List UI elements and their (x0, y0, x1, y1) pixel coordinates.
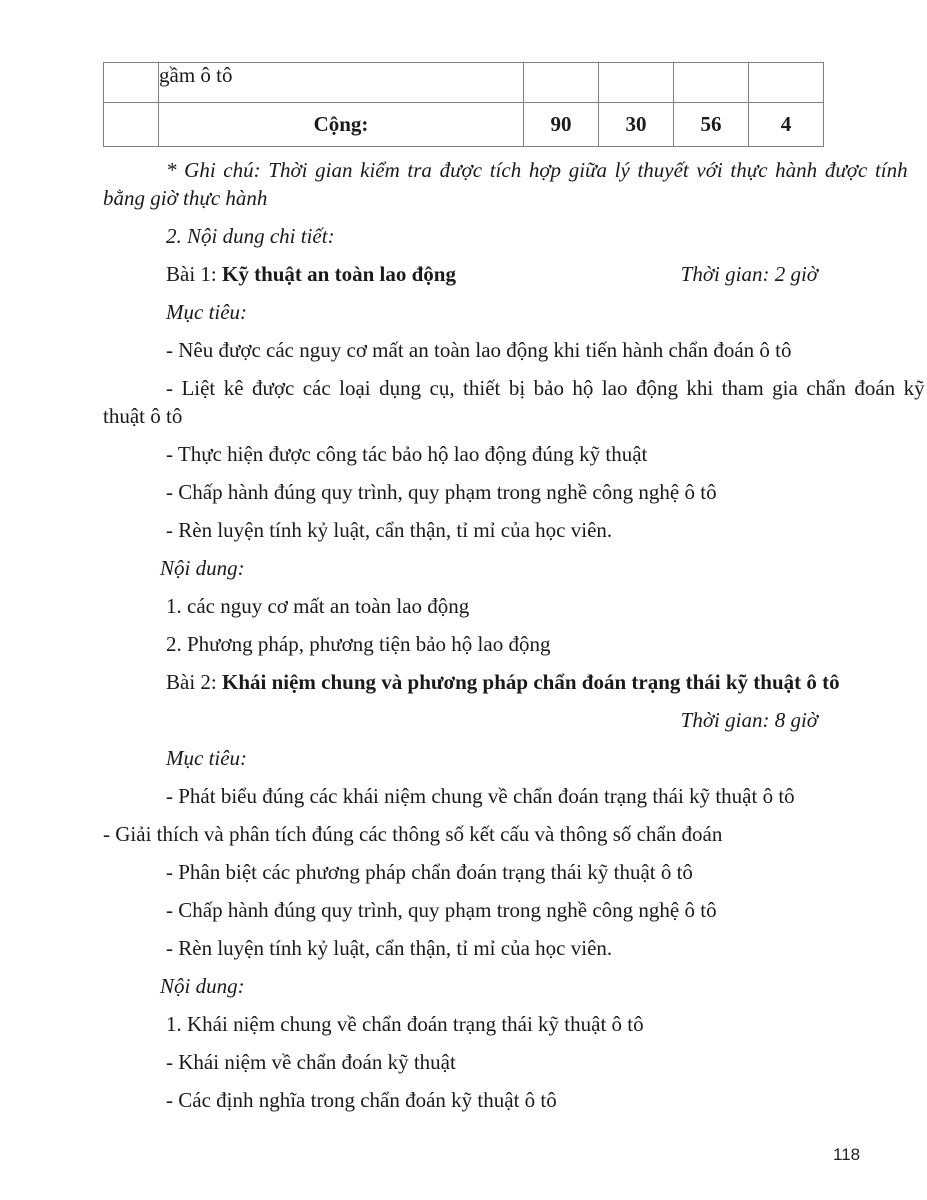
lesson-1-heading (103, 260, 818, 288)
lesson-1-label: Bài 1: (166, 262, 217, 286)
summary-table (103, 62, 824, 147)
lesson-1-title: Kỹ thuật an toàn lao động (222, 262, 456, 286)
content-item: 1. các nguy cơ mất an toàn lao động (166, 594, 470, 618)
objective-item: - Phân biệt các phương pháp chẩn đoán trạng thái kỹ thuật ô tô (166, 860, 693, 884)
cell-test: 4 (749, 103, 824, 147)
objective-item: - Phát biểu đúng các khái niệm chung về chẩn đoán trạng thái kỹ thuật ô tô (166, 784, 795, 808)
cell-total: 90 (524, 103, 599, 147)
content-heading: Nội dung: (160, 556, 245, 580)
section-heading: 2. Nội dung chi tiết: (166, 224, 335, 248)
content-item: - Khái niệm về chẩn đoán kỹ thuật (166, 1050, 456, 1074)
content-item: - Các định nghĩa trong chẩn đoán kỹ thuật ô tô (166, 1088, 557, 1112)
cell-total (524, 63, 599, 103)
objective-item: - Rèn luyện tính kỷ luật, cẩn thận, tỉ mỉ của học viên. (166, 936, 613, 960)
content-heading: Nội dung: (160, 974, 245, 998)
cell-no (104, 103, 159, 147)
total-label: Cộng: (159, 103, 524, 147)
lesson-2-heading (103, 668, 840, 696)
cell-practice (674, 63, 749, 103)
lesson-2-label: Bài 2: (166, 670, 217, 694)
cell-theory: 30 (599, 103, 674, 147)
note-line-continuation: bằng giờ thực hành (103, 186, 268, 210)
cell-no (104, 63, 159, 103)
content-item: 1. Khái niệm chung về chẩn đoán trạng thái kỹ thuật ô tô (166, 1012, 644, 1036)
cell-test (749, 63, 824, 103)
objective-item: - Liệt kê được các loại dụng cụ, thiết bị bảo hộ lao động khi tham gia chẩn đoán kỹ (166, 376, 925, 400)
objective-item: - Rèn luyện tính kỷ luật, cẩn thận, tỉ mỉ của học viên. (166, 518, 613, 542)
note-line: * Ghi chú: Thời gian kiểm tra được tích hợp giữa lý thuyết với thực hành được tính (166, 158, 908, 182)
objective-item-continuation: thuật ô tô (103, 404, 183, 428)
objectives-heading: Mục tiêu: (166, 746, 248, 770)
table-row (104, 63, 824, 103)
objective-item: - Chấp hành đúng quy trình, quy phạm trong nghề công nghệ ô tô (166, 480, 717, 504)
objective-item: - Giải thích và phân tích đúng các thông số kết cấu và thông số chẩn đoán (103, 822, 723, 846)
page-number: 118 (833, 1145, 861, 1164)
cell-name: gầm ô tô (159, 63, 524, 103)
objective-item: - Nêu được các nguy cơ mất an toàn lao động khi tiến hành chẩn đoán ô tô (166, 338, 792, 362)
objective-item: - Chấp hành đúng quy trình, quy phạm trong nghề công nghệ ô tô (166, 898, 717, 922)
content-item: 2. Phương pháp, phương tiện bảo hộ lao động (166, 632, 551, 656)
lesson-2-time: Thời gian: 8 giờ (680, 708, 818, 732)
objective-item: - Thực hiện được công tác bảo hộ lao động đúng kỹ thuật (166, 442, 648, 466)
cell-practice: 56 (674, 103, 749, 147)
lesson-1-title-wrap (103, 260, 456, 288)
objectives-heading: Mục tiêu: (166, 300, 248, 324)
cell-theory (599, 63, 674, 103)
lesson-2-title: Khái niệm chung và phương pháp chẩn đoán trạng thái kỹ thuật ô tô (222, 670, 840, 694)
lesson-1-time: Thời gian: 2 giờ (680, 262, 818, 286)
table-row-total (104, 103, 824, 147)
